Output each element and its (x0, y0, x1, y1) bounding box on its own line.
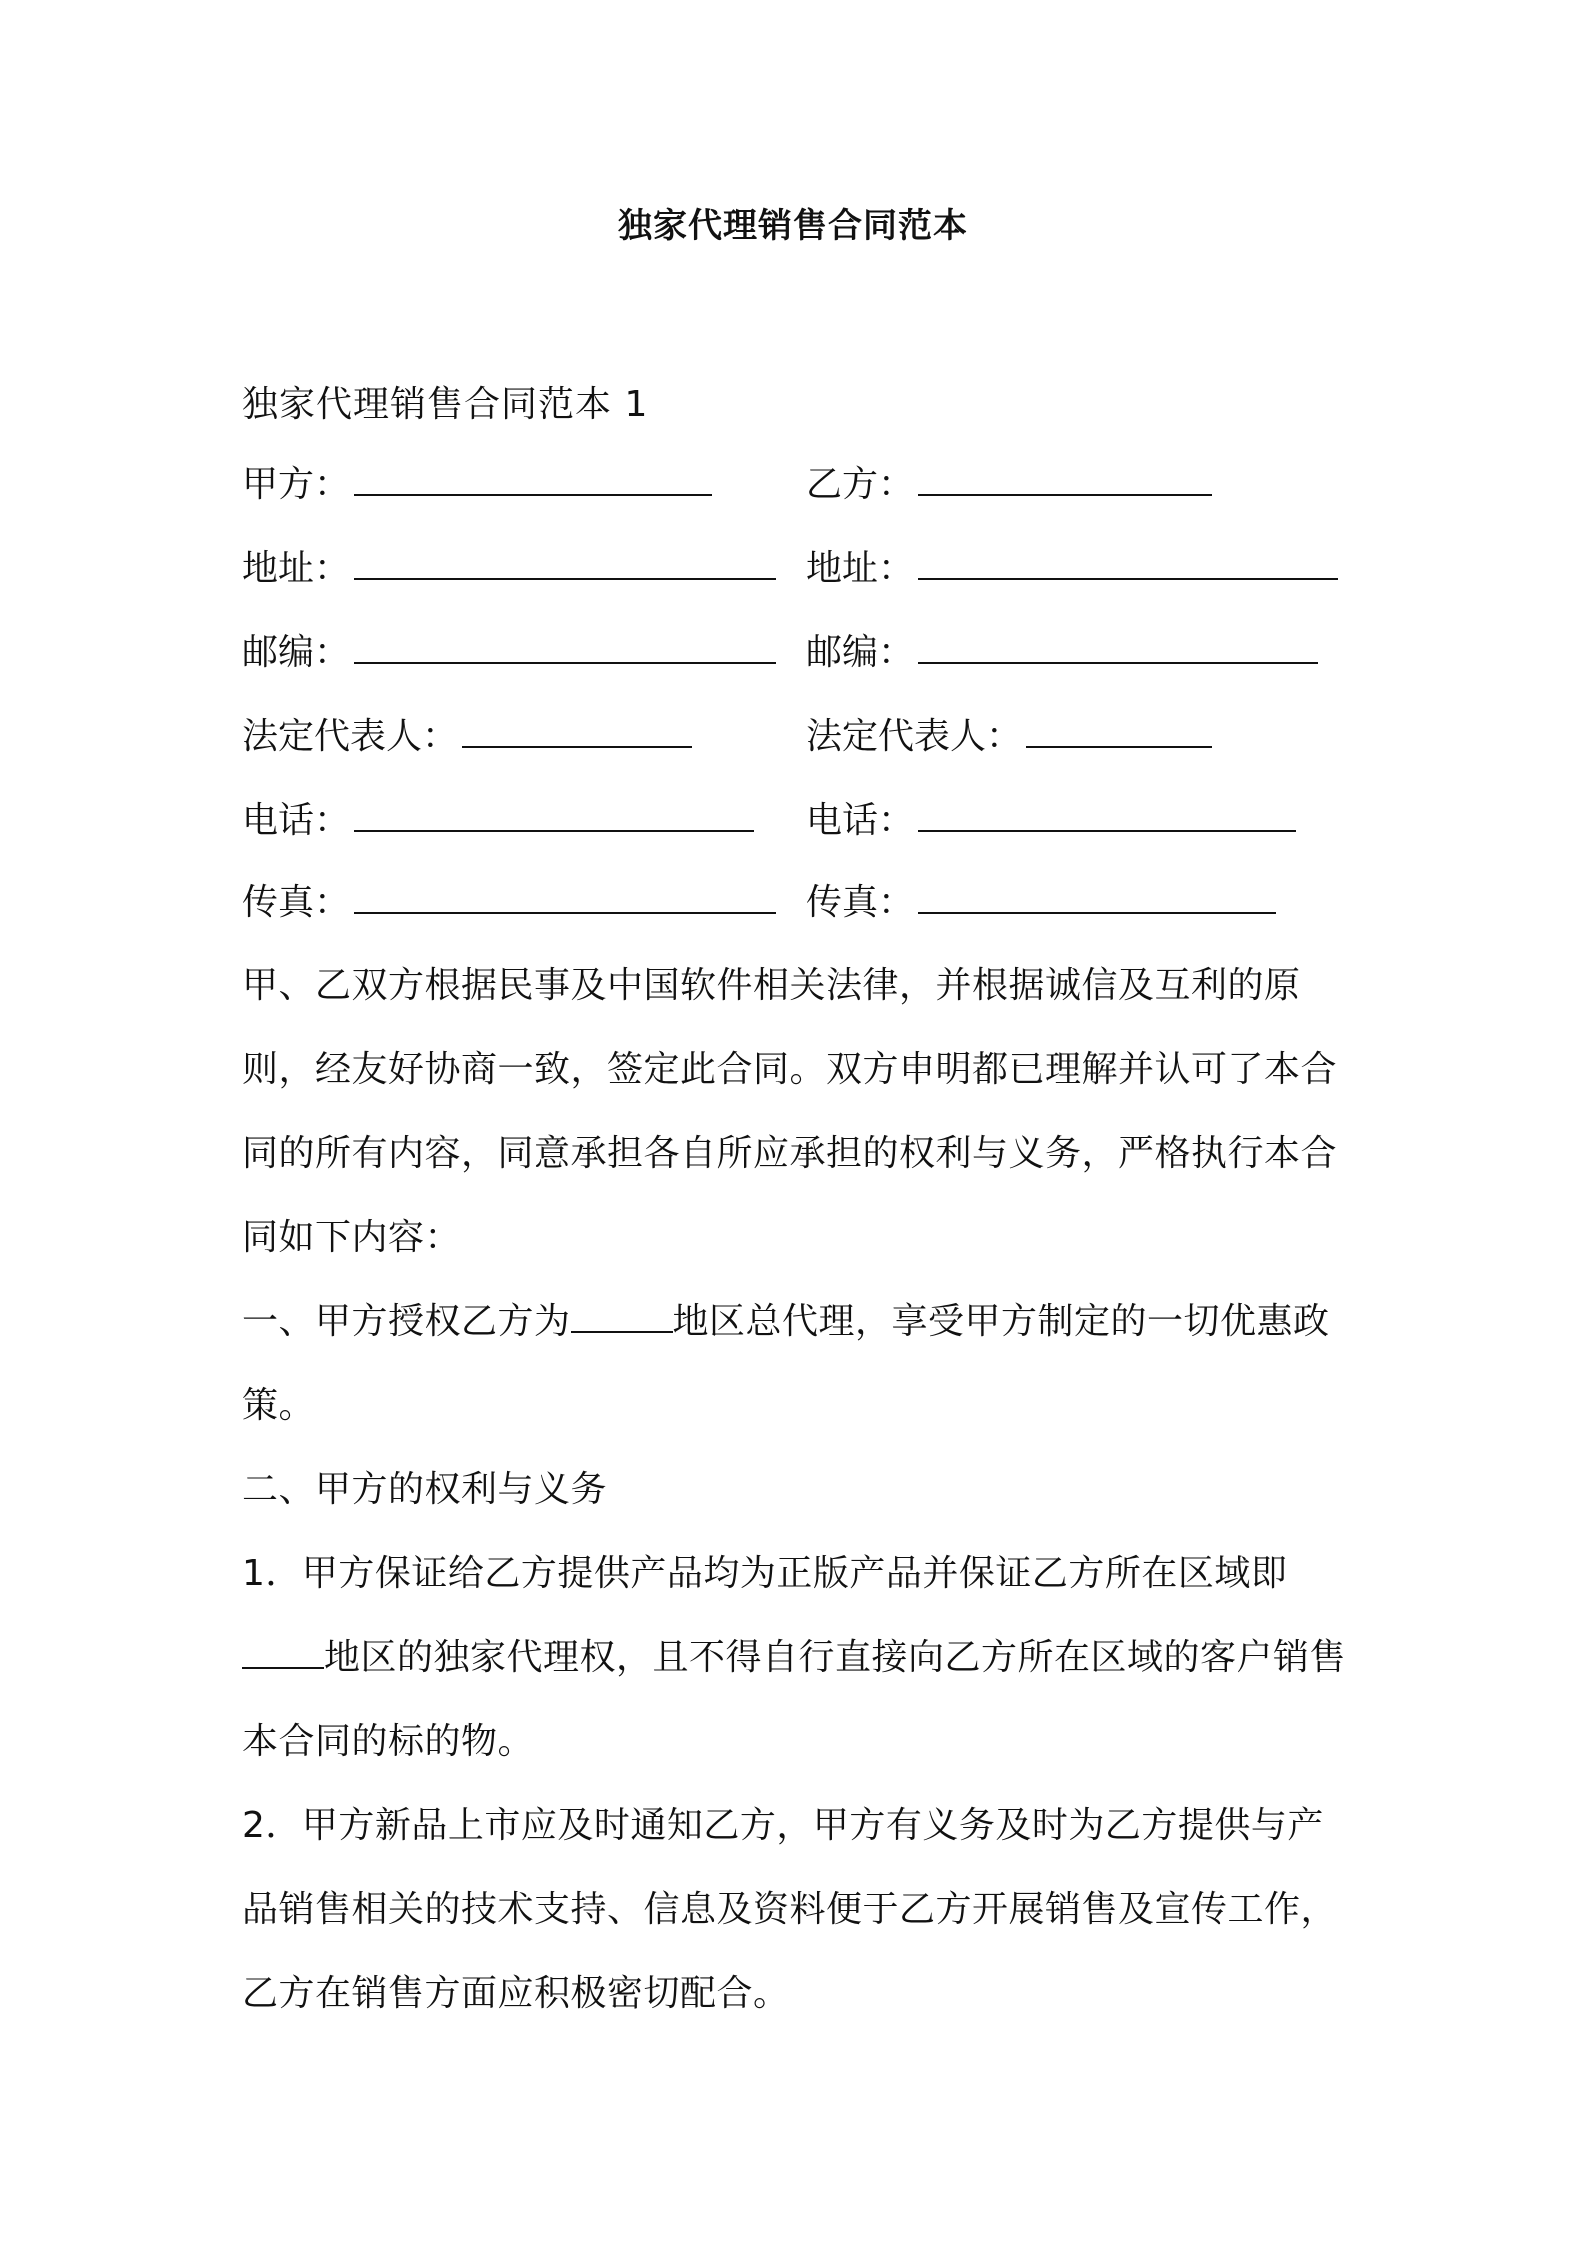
party-row-postcode (242, 624, 1362, 678)
party-a-address-label: 地址： (242, 548, 351, 589)
party-b-address-blank[interactable] (918, 548, 1338, 580)
party-a-phone-blank[interactable] (354, 800, 754, 832)
party-b-name-blank[interactable] (918, 464, 1212, 496)
party-b-phone-field (806, 792, 1296, 843)
party-b-address-label: 地址： (806, 548, 915, 589)
party-a-fax-label: 传真： (242, 882, 351, 923)
party-b-address-field (806, 540, 1338, 591)
party-b-postcode-blank[interactable] (918, 632, 1318, 664)
region-blank[interactable] (571, 1301, 673, 1333)
party-b-fax-label: 传真： (806, 882, 915, 923)
document-title: 独家代理销售合同范本 (618, 206, 968, 246)
item-one-text-after: 地区的独家代理权，且不得自行直接向乙方所在区域的客户销售本合同的标的物。 (242, 1637, 1347, 1762)
party-a-name-label: 甲方： (242, 464, 351, 505)
party-row-address (242, 540, 1362, 594)
exclusive-region-blank[interactable] (242, 1637, 324, 1669)
party-b-phone-label: 电话： (806, 800, 915, 841)
clause-one (242, 1280, 1357, 1448)
intro-paragraph: 甲、乙双方根据民事及中国软件相关法律，并根据诚信及互利的原则，经友好协商一致，签定此合同。双方申明都已理解并认可了本合同的所有内容，同意承担各自所应承担的权利与义务，严格执行本合同如下内容： (242, 965, 1338, 1258)
party-a-phone-field (242, 792, 754, 843)
party-row-fax (242, 874, 1362, 928)
party-b-phone-blank[interactable] (918, 800, 1296, 832)
clause-one-text-before: 一、甲方授权乙方为 (242, 1301, 571, 1342)
party-b-fax-blank[interactable] (918, 882, 1276, 914)
party-a-postcode-blank[interactable] (354, 632, 776, 664)
party-a-fax-blank[interactable] (354, 882, 776, 914)
party-a-name-field (242, 456, 712, 507)
party-a-postcode-field (242, 624, 776, 675)
party-row-phone (242, 792, 1362, 846)
party-b-name-label: 乙方： (806, 464, 915, 505)
party-a-fax-field (242, 874, 776, 925)
contract-subtitle: 独家代理销售合同范本 1 (242, 384, 649, 425)
party-a-address-field (242, 540, 776, 591)
party-a-legal-rep-label: 法定代表人： (242, 716, 459, 757)
party-row-name (242, 456, 1362, 510)
party-a-phone-label: 电话： (242, 800, 351, 841)
party-b-legal-rep-field (806, 708, 1212, 759)
section-two-heading: 二、甲方的权利与义务 (242, 1469, 608, 1510)
party-b-legal-rep-blank[interactable] (1026, 716, 1212, 748)
party-b-postcode-field (806, 624, 1318, 675)
party-b-fax-field (806, 874, 1276, 925)
item-two: 2．甲方新品上市应及时通知乙方，甲方有义务及时为乙方提供与产品销售相关的技术支持、信息及资料便于乙方开展销售及宣传工作，乙方在销售方面应积极密切配合。 (242, 1805, 1338, 2014)
item-one (242, 1532, 1357, 1784)
item-one-text-before: 1．甲方保证给乙方提供产品均为正版产品并保证乙方所在区域即 (242, 1553, 1288, 1594)
party-b-name-field (806, 456, 1212, 507)
party-a-name-blank[interactable] (354, 464, 712, 496)
clause-one-text-after: 地区总代理，享受甲方制定的一切优惠政策。 (242, 1301, 1330, 1426)
party-row-legal-rep (242, 708, 1362, 762)
party-b-postcode-label: 邮编： (806, 632, 915, 673)
party-a-legal-rep-field (242, 708, 692, 759)
party-b-legal-rep-label: 法定代表人： (806, 716, 1023, 757)
party-a-address-blank[interactable] (354, 548, 776, 580)
party-a-legal-rep-blank[interactable] (462, 716, 692, 748)
party-a-postcode-label: 邮编： (242, 632, 351, 673)
